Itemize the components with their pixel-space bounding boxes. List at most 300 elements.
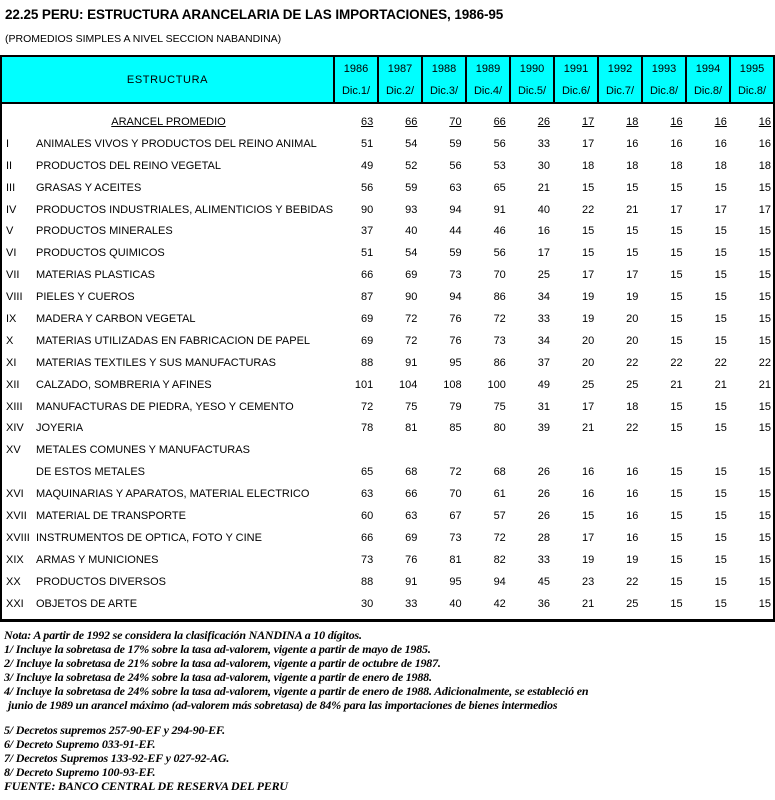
row-value: 15 [714, 225, 727, 238]
row-value: 70 [449, 488, 462, 501]
year-label: 1987 [387, 63, 413, 75]
row-values [335, 422, 773, 434]
row-values [335, 598, 773, 610]
row-value: 72 [493, 531, 506, 544]
row-value: 22 [581, 203, 595, 216]
row-value: 15 [714, 531, 727, 544]
row-value: 90 [360, 203, 374, 216]
year-label: 1988 [431, 63, 457, 75]
row-value: 91 [405, 575, 418, 588]
row-value: 25 [626, 597, 639, 610]
row-value: 21 [670, 378, 683, 391]
row-value: 15 [714, 422, 727, 435]
row-value: 15 [714, 575, 727, 588]
period-label: Dic.7/ [605, 85, 635, 97]
footnote-line: Nota: A partir de 1992 se considera la clasificación NANDINA a 10 dígitos. [4, 628, 362, 642]
row-label: ARMAS Y MUNICIONES [36, 553, 159, 566]
period-label: Dic.1/ [341, 85, 371, 97]
table-row [2, 571, 773, 593]
row-value: 80 [493, 422, 506, 435]
row-value: 18 [714, 159, 727, 172]
row-label: MAQUINARIAS Y APARATOS, MATERIAL ELECTRICO [36, 488, 310, 501]
row-value: 17 [670, 203, 683, 216]
row-value: 81 [405, 422, 418, 435]
footnote-line: 7/ Decretos Supremos 133-92-EF y 027-92-AG. [4, 751, 230, 765]
row-numeral: XVII [6, 509, 27, 522]
row-value: 16 [758, 137, 772, 150]
row-value: 15 [714, 181, 727, 194]
row-label: MATERIAS PLASTICAS [36, 269, 155, 282]
row-value: 15 [581, 509, 595, 522]
summary-value: 17 [581, 115, 595, 128]
row-value: 17 [626, 269, 639, 282]
row-value: 15 [714, 334, 727, 347]
row-value: 68 [493, 466, 506, 479]
table-row [2, 439, 773, 461]
row-value: 15 [714, 312, 727, 325]
row-value: 18 [626, 400, 639, 413]
row-value: 31 [537, 400, 551, 413]
row-label: MATERIAL DE TRANSPORTE [36, 509, 186, 522]
row-value: 15 [758, 400, 772, 413]
row-label: JOYERIA [36, 422, 84, 435]
row-value: 26 [537, 466, 551, 479]
table-body [0, 104, 775, 622]
row-value: 76 [449, 334, 462, 347]
year-header-cell [599, 57, 643, 102]
row-value: 42 [493, 597, 506, 610]
row-value: 15 [714, 553, 727, 566]
year-label: 1995 [739, 63, 765, 75]
row-value: 46 [493, 225, 506, 238]
row-value: 15 [626, 225, 639, 238]
row-value: 15 [670, 597, 683, 610]
page-title: 22.25 PERU: ESTRUCTURA ARANCELARIA DE LAS IMPORTACIONES, 1986-95 [5, 7, 504, 22]
row-numeral: XII [6, 378, 20, 391]
table-header-row [0, 55, 775, 104]
summary-value: 16 [758, 115, 772, 128]
row-value: 49 [360, 159, 374, 172]
row-values [335, 576, 773, 588]
summary-value: 18 [626, 115, 639, 128]
row-value: 91 [405, 356, 418, 369]
row-label: PRODUCTOS INDUSTRIALES, ALIMENTICIOS Y BEBIDAS [36, 203, 334, 216]
row-value: 56 [493, 137, 506, 150]
row-value: 22 [626, 422, 639, 435]
row-value: 16 [626, 488, 639, 501]
row-value: 20 [626, 312, 639, 325]
row-value: 34 [537, 334, 551, 347]
row-value: 15 [670, 488, 683, 501]
row-value: 37 [537, 356, 551, 369]
row-value: 15 [714, 488, 727, 501]
row-value: 15 [714, 247, 727, 260]
row-label: PRODUCTOS MINERALES [36, 225, 173, 238]
row-value: 26 [537, 488, 551, 501]
row-value: 15 [758, 509, 772, 522]
row-value: 17 [581, 400, 595, 413]
table-row [2, 549, 773, 571]
row-value: 66 [360, 269, 374, 282]
row-value: 63 [360, 488, 374, 501]
row-value: 15 [581, 225, 595, 238]
row-value: 39 [537, 422, 551, 435]
row-value: 22 [758, 356, 772, 369]
row-value: 72 [449, 466, 462, 479]
row-value: 20 [626, 334, 639, 347]
row-value: 94 [449, 203, 462, 216]
footnote-line: 2/ Incluye la sobretasa de 21% sobre la tasa ad-valorem, vigente a partir de octubre de 1987. [4, 656, 441, 670]
row-value: 40 [405, 225, 418, 238]
row-values [335, 488, 773, 500]
row-value: 88 [360, 575, 374, 588]
row-label: MATERIAS TEXTILES Y SUS MANUFACTURAS [36, 356, 277, 369]
year-label: 1989 [475, 63, 501, 75]
row-value: 20 [581, 356, 595, 369]
row-value: 18 [670, 159, 683, 172]
table-row [2, 199, 773, 221]
year-label: 1991 [563, 63, 589, 75]
row-value: 15 [670, 247, 683, 260]
row-value: 82 [493, 553, 506, 566]
row-numeral: XIII [6, 400, 23, 413]
row-value: 94 [493, 575, 506, 588]
year-label: 1993 [651, 63, 677, 75]
row-value: 15 [670, 466, 683, 479]
footnote-line: 8/ Decreto Supremo 100-93-EF. [4, 765, 156, 779]
row-values [335, 335, 773, 347]
row-value: 15 [758, 291, 772, 304]
row-label: GRASAS Y ACEITES [36, 181, 142, 194]
table-row [2, 417, 773, 439]
footnote-line: FUENTE: BANCO CENTRAL DE RESERVA DEL PERU [4, 779, 288, 793]
row-numeral: XX [6, 575, 21, 588]
row-value: 15 [758, 553, 772, 566]
period-label: Dic.2/ [385, 85, 415, 97]
row-values [335, 204, 773, 216]
row-value: 21 [581, 597, 595, 610]
row-numeral: IX [6, 312, 17, 325]
row-value: 87 [360, 291, 374, 304]
summary-row [2, 111, 773, 133]
row-value: 15 [670, 181, 683, 194]
row-value: 19 [581, 553, 595, 566]
row-value: 40 [449, 597, 462, 610]
row-numeral: I [6, 137, 10, 150]
row-value: 69 [360, 312, 374, 325]
row-values [335, 401, 773, 413]
row-label: CALZADO, SOMBRERIA Y AFINES [36, 378, 212, 391]
row-value: 72 [405, 312, 418, 325]
row-value: 25 [537, 269, 551, 282]
table-row [2, 374, 773, 396]
table-row [2, 133, 773, 155]
row-value: 33 [537, 137, 551, 150]
row-values [335, 554, 773, 566]
row-value: 15 [670, 269, 683, 282]
row-value: 85 [449, 422, 462, 435]
row-value: 15 [758, 531, 772, 544]
footnote-line: 1/ Incluye la sobretasa de 17% sobre la tasa ad-valorem, vigente a partir de mayo de 1985. [4, 642, 431, 656]
summary-value: 26 [537, 115, 551, 128]
row-value: 54 [405, 137, 418, 150]
year-header-cell [511, 57, 555, 102]
row-value: 69 [405, 269, 418, 282]
row-value: 60 [360, 509, 374, 522]
row-values [335, 269, 773, 281]
row-value: 19 [581, 312, 595, 325]
structure-header-label: ESTRUCTURA [126, 73, 209, 86]
row-value: 70 [493, 269, 506, 282]
footnote-line: 6/ Decreto Supremo 033-91-EF. [4, 737, 156, 751]
table-row [2, 483, 773, 505]
row-value: 15 [758, 466, 772, 479]
summary-value: 66 [405, 115, 418, 128]
row-value: 73 [360, 553, 374, 566]
row-value: 15 [758, 334, 772, 347]
row-value: 101 [354, 378, 374, 391]
year-label: 1986 [343, 63, 369, 75]
row-value: 21 [537, 181, 551, 194]
row-value: 17 [537, 247, 551, 260]
row-label: PIELES Y CUEROS [36, 291, 135, 304]
row-value: 16 [626, 137, 639, 150]
row-label: ANIMALES VIVOS Y PRODUCTOS DEL REINO ANIMAL [36, 137, 317, 150]
row-value: 21 [626, 203, 639, 216]
summary-value: 16 [670, 115, 683, 128]
row-value: 17 [758, 203, 772, 216]
row-value: 15 [714, 509, 727, 522]
row-value: 15 [758, 181, 772, 194]
row-value: 79 [449, 400, 462, 413]
row-value: 15 [670, 312, 683, 325]
row-label: OBJETOS DE ARTE [36, 597, 138, 610]
row-numeral: VI [6, 247, 17, 260]
row-value: 76 [405, 553, 418, 566]
row-value: 17 [581, 531, 595, 544]
period-label: Dic.3/ [429, 85, 459, 97]
footnotes [4, 628, 588, 793]
row-value: 73 [449, 269, 462, 282]
row-value: 15 [670, 225, 683, 238]
period-label: Dic.8/ [649, 85, 679, 97]
row-value: 86 [493, 291, 506, 304]
row-value: 75 [493, 400, 506, 413]
row-value: 22 [626, 575, 639, 588]
row-value: 15 [714, 400, 727, 413]
row-value: 63 [449, 181, 462, 194]
row-values [335, 138, 773, 150]
period-label: Dic.6/ [561, 85, 591, 97]
table-row [2, 352, 773, 374]
row-value: 18 [581, 159, 595, 172]
row-value: 72 [360, 400, 374, 413]
year-label: 1990 [519, 63, 545, 75]
row-value: 95 [449, 356, 462, 369]
row-value: 66 [360, 531, 374, 544]
row-values [335, 532, 773, 544]
row-value: 17 [581, 269, 595, 282]
row-values [335, 225, 773, 237]
table-row [2, 177, 773, 199]
row-value: 19 [626, 291, 639, 304]
row-label: PRODUCTOS DEL REINO VEGETAL [36, 159, 222, 172]
row-value: 21 [714, 378, 727, 391]
row-numeral: XXI [6, 597, 24, 610]
table-row [2, 505, 773, 527]
row-label: MADERA Y CARBON VEGETAL [36, 312, 196, 325]
row-value: 15 [626, 247, 639, 260]
row-value: 15 [758, 247, 772, 260]
row-value: 61 [493, 488, 506, 501]
table-row [2, 330, 773, 352]
row-value: 16 [581, 466, 595, 479]
row-value: 16 [714, 137, 727, 150]
row-value: 63 [405, 509, 418, 522]
row-value: 19 [626, 553, 639, 566]
row-values [335, 466, 773, 478]
row-numeral: VIII [6, 291, 23, 304]
row-value: 56 [449, 159, 462, 172]
row-value: 15 [758, 269, 772, 282]
table-row [2, 308, 773, 330]
year-header-cells [335, 57, 773, 102]
row-value: 73 [493, 334, 506, 347]
row-values [335, 182, 773, 194]
row-value: 25 [581, 378, 595, 391]
row-value: 45 [537, 575, 551, 588]
row-value: 15 [758, 312, 772, 325]
row-label: INSTRUMENTOS DE OPTICA, FOTO Y CINE [36, 531, 262, 544]
row-value: 15 [714, 597, 727, 610]
row-value: 51 [360, 137, 374, 150]
year-header-cell [555, 57, 599, 102]
row-value: 40 [537, 203, 551, 216]
row-value: 20 [581, 334, 595, 347]
row-label: MANUFACTURAS DE PIEDRA, YESO Y CEMENTO [36, 400, 294, 413]
row-numeral: III [6, 181, 16, 194]
structure-header-cell [2, 57, 335, 102]
row-value: 15 [670, 531, 683, 544]
year-label: 1994 [695, 63, 721, 75]
row-value: 90 [405, 291, 418, 304]
row-value: 104 [399, 378, 418, 391]
row-values [335, 247, 773, 259]
row-value: 59 [449, 247, 462, 260]
row-value: 26 [537, 509, 551, 522]
row-value: 94 [449, 291, 462, 304]
period-label: Dic.5/ [517, 85, 547, 97]
row-label: MATERIAS UTILIZADAS EN FABRICACION DE PAPEL [36, 334, 311, 347]
table-row [2, 220, 773, 242]
row-numeral: II [6, 159, 13, 172]
row-value: 15 [670, 553, 683, 566]
row-numeral: XIX [6, 553, 24, 566]
row-value: 15 [670, 334, 683, 347]
row-value: 52 [405, 159, 418, 172]
row-value: 18 [758, 159, 772, 172]
year-header-cell [467, 57, 511, 102]
row-value: 25 [626, 378, 639, 391]
row-value: 21 [758, 378, 772, 391]
year-header-cell [379, 57, 423, 102]
row-value: 15 [670, 509, 683, 522]
row-value: 100 [487, 378, 506, 391]
summary-value: 66 [493, 115, 506, 128]
row-value: 44 [449, 225, 462, 238]
row-value: 54 [405, 247, 418, 260]
row-values [335, 291, 773, 303]
table-row [2, 593, 773, 615]
row-value: 15 [670, 291, 683, 304]
row-value: 18 [626, 159, 639, 172]
tariff-table [0, 55, 775, 622]
row-value: 15 [758, 575, 772, 588]
row-value: 65 [493, 181, 506, 194]
row-value: 78 [360, 422, 374, 435]
year-label: 1992 [607, 63, 633, 75]
row-value: 15 [714, 466, 727, 479]
row-value: 34 [537, 291, 551, 304]
row-value: 23 [581, 575, 595, 588]
row-label: METALES COMUNES Y MANUFACTURAS [36, 444, 250, 457]
row-value: 15 [758, 488, 772, 501]
summary-value: 16 [714, 115, 727, 128]
year-header-cell [335, 57, 379, 102]
table-row [2, 286, 773, 308]
row-value: 33 [405, 597, 418, 610]
footnote-line: 3/ Incluye la sobretasa de 24% sobre la tasa ad-valorem, vigente a partir de enero de 1988. [4, 670, 432, 684]
row-value: 53 [493, 159, 506, 172]
year-header-cell [687, 57, 731, 102]
row-value: 22 [626, 356, 639, 369]
row-numeral: IV [6, 203, 17, 216]
row-value: 15 [670, 400, 683, 413]
row-numeral: XVIII [6, 531, 30, 544]
row-value: 16 [626, 531, 639, 544]
row-value: 51 [360, 247, 374, 260]
row-value: 67 [449, 509, 462, 522]
row-value: 56 [360, 181, 374, 194]
row-value: 69 [405, 531, 418, 544]
row-value: 68 [405, 466, 418, 479]
row-value: 73 [449, 531, 462, 544]
row-value: 69 [360, 334, 374, 347]
row-value: 15 [714, 291, 727, 304]
row-value: 16 [537, 225, 551, 238]
period-label: Dic.8/ [693, 85, 723, 97]
row-value: 56 [493, 247, 506, 260]
footnote-line: 4/ Incluye la sobretasa de 24% sobre la tasa ad-valorem, vigente a partir de enero de 1988. Adicionalmente, se estableció en [4, 684, 589, 698]
row-label: PRODUCTOS QUIMICOS [36, 247, 165, 260]
row-values [335, 116, 773, 128]
row-value: 33 [537, 312, 551, 325]
row-value: 81 [449, 553, 462, 566]
row-numeral: XIV [6, 422, 24, 435]
row-value: 16 [670, 137, 683, 150]
row-value: 15 [581, 247, 595, 260]
footnote-line: 5/ Decretos supremos 257-90-EF y 294-90-EF. [4, 723, 225, 737]
row-value: 15 [758, 597, 772, 610]
row-value: 15 [670, 575, 683, 588]
table-row [2, 155, 773, 177]
row-value: 95 [449, 575, 462, 588]
row-value: 66 [405, 488, 418, 501]
row-value: 16 [626, 509, 639, 522]
table-row [2, 396, 773, 418]
table-row [2, 242, 773, 264]
page-subtitle: (PROMEDIOS SIMPLES A NIVEL SECCION NABANDINA) [5, 33, 282, 45]
